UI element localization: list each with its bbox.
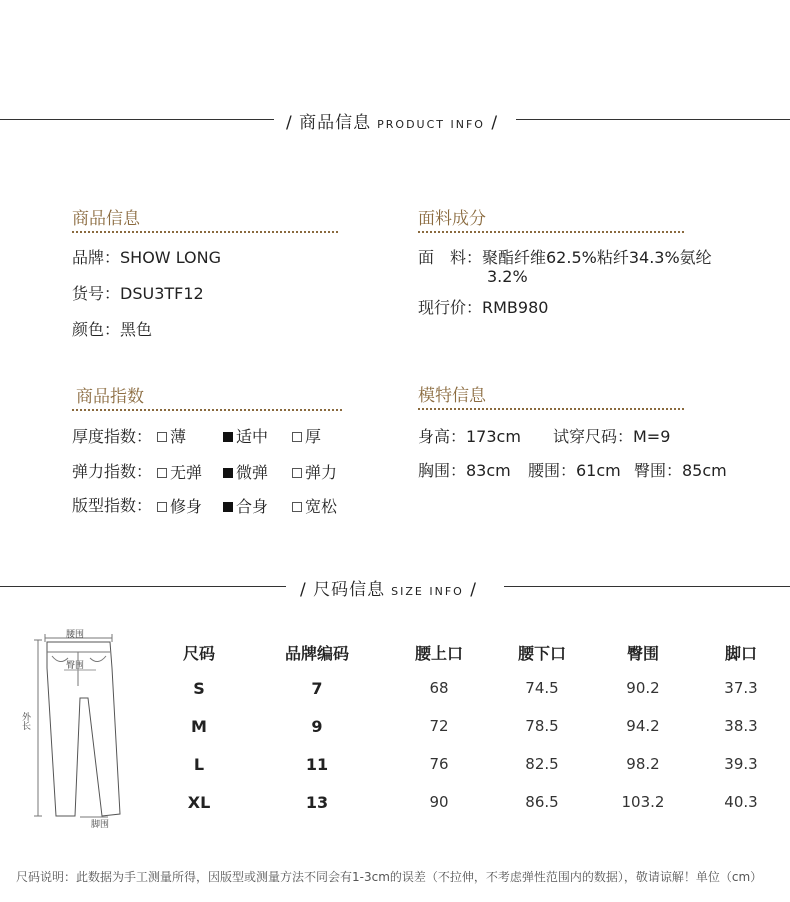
checkbox-icon xyxy=(157,502,167,512)
model-height: 身高：173cm xyxy=(418,427,521,446)
product-info-title-en: PRODUCT INFO xyxy=(377,118,485,131)
cell-size: M xyxy=(191,717,207,736)
hem-label: 脚围 xyxy=(91,820,110,830)
col-header-hem: 脚口 xyxy=(724,644,757,663)
col-header-waist-top: 腰上口 xyxy=(414,644,463,663)
waist-label: 腰围 xyxy=(66,630,85,640)
index-label: 版型指数： xyxy=(72,496,153,515)
item-number-text: 货号：DSU3TF12 xyxy=(72,284,204,303)
index-row-elasticity xyxy=(72,459,152,482)
cell-brand-code: 9 xyxy=(311,717,323,736)
option-stretch: 弹力 xyxy=(292,460,337,483)
brand-text: 品牌：SHOW LONG xyxy=(72,248,221,267)
size-info-title-en: SIZE INFO xyxy=(391,585,464,598)
price-text: 现行价：RMB980 xyxy=(418,298,549,317)
checkbox-icon xyxy=(292,432,302,442)
index-row-thickness xyxy=(72,424,152,447)
option-slim: 修身 xyxy=(157,494,202,517)
checkbox-icon xyxy=(157,432,167,442)
cell-waist-top: 76 xyxy=(429,755,449,773)
cell-hip: 94.2 xyxy=(626,717,660,735)
cell-size: S xyxy=(193,679,205,698)
index-row-fit xyxy=(72,493,152,516)
index-divider xyxy=(72,409,342,411)
size-rule-right xyxy=(504,586,790,587)
cell-hem: 38.3 xyxy=(724,717,758,735)
cell-waist-bottom: 74.5 xyxy=(525,679,559,697)
col-header-waist-bottom: 腰下口 xyxy=(517,644,566,663)
model-chest: 胸围：83cm xyxy=(418,461,511,480)
model-hip: 臀围：85cm xyxy=(634,461,727,480)
option-medium: 适中 xyxy=(223,424,268,447)
header-rule-left xyxy=(0,119,274,120)
header-rule-right xyxy=(516,119,790,120)
pants-diagram xyxy=(20,628,130,833)
option-loose: 宽松 xyxy=(292,494,337,517)
model-waist: 腰围：61cm xyxy=(528,461,621,480)
product-info-header: / 商品信息 PRODUCT INFO / xyxy=(286,113,499,133)
cell-waist-bottom: 78.5 xyxy=(525,717,559,735)
option-thin: 薄 xyxy=(157,424,186,447)
cell-brand-code: 11 xyxy=(305,755,329,774)
cell-waist-top: 68 xyxy=(429,679,449,697)
product-info-title-cn: 商品信息 xyxy=(299,113,372,133)
checkbox-icon xyxy=(157,468,167,478)
material-text: 面 料：聚酯纤维62.5%粘纤34.3%氨纶 xyxy=(418,248,712,267)
checkbox-icon xyxy=(292,468,302,478)
cell-waist-top: 72 xyxy=(429,717,449,735)
cell-size: L xyxy=(193,755,205,774)
option-regular: 合身 xyxy=(223,494,268,517)
cell-brand-code: 7 xyxy=(311,679,323,698)
fabric-heading: 面料成分 xyxy=(418,209,486,229)
cell-hem: 37.3 xyxy=(724,679,758,697)
model-heading: 模特信息 xyxy=(418,386,486,406)
size-info-header: / 尺码信息 SIZE INFO / xyxy=(300,580,477,600)
col-header-size: 尺码 xyxy=(182,644,215,663)
length-label: 外长 xyxy=(20,712,30,730)
cell-waist-bottom: 82.5 xyxy=(525,755,559,773)
cell-hem: 39.3 xyxy=(724,755,758,773)
index-label: 厚度指数： xyxy=(72,427,153,446)
hip-label: 臀围 xyxy=(66,661,85,671)
goods-info-heading: 商品信息 xyxy=(72,209,140,229)
option-no-stretch: 无弹 xyxy=(157,460,202,483)
material-text-cont: 3.2% xyxy=(487,267,528,286)
checked-box-icon xyxy=(223,432,233,442)
cell-waist-top: 90 xyxy=(429,793,449,811)
cell-size: XL xyxy=(187,793,211,812)
cell-brand-code: 13 xyxy=(305,793,329,812)
option-thick: 厚 xyxy=(292,424,321,447)
col-header-hip: 臀围 xyxy=(626,644,659,663)
cell-waist-bottom: 86.5 xyxy=(525,793,559,811)
col-header-brand-code: 品牌编码 xyxy=(284,644,349,663)
checked-box-icon xyxy=(223,502,233,512)
size-rule-left xyxy=(0,586,286,587)
index-heading: 商品指数 xyxy=(76,387,144,407)
checked-box-icon xyxy=(223,468,233,478)
model-divider xyxy=(418,408,684,410)
size-footnote: 尺码说明：此数据为手工测量所得，因版型或测量方法不同会有1-3cm的误差（不拉伸，不考虑弹性范围内的数据），敬请谅解！单位（cm） xyxy=(16,870,763,884)
checkbox-icon xyxy=(292,502,302,512)
cell-hip: 98.2 xyxy=(626,755,660,773)
cell-hip: 103.2 xyxy=(621,793,665,811)
model-try-size: 试穿尺码：M=9 xyxy=(553,427,671,446)
cell-hip: 90.2 xyxy=(626,679,660,697)
color-text: 颜色：黑色 xyxy=(72,320,153,339)
cell-hem: 40.3 xyxy=(724,793,758,811)
index-label: 弹力指数： xyxy=(72,462,153,481)
size-info-title-cn: 尺码信息 xyxy=(313,580,386,600)
option-slight-stretch: 微弹 xyxy=(223,460,268,483)
goods-info-divider xyxy=(72,231,338,233)
fabric-divider xyxy=(418,231,684,233)
